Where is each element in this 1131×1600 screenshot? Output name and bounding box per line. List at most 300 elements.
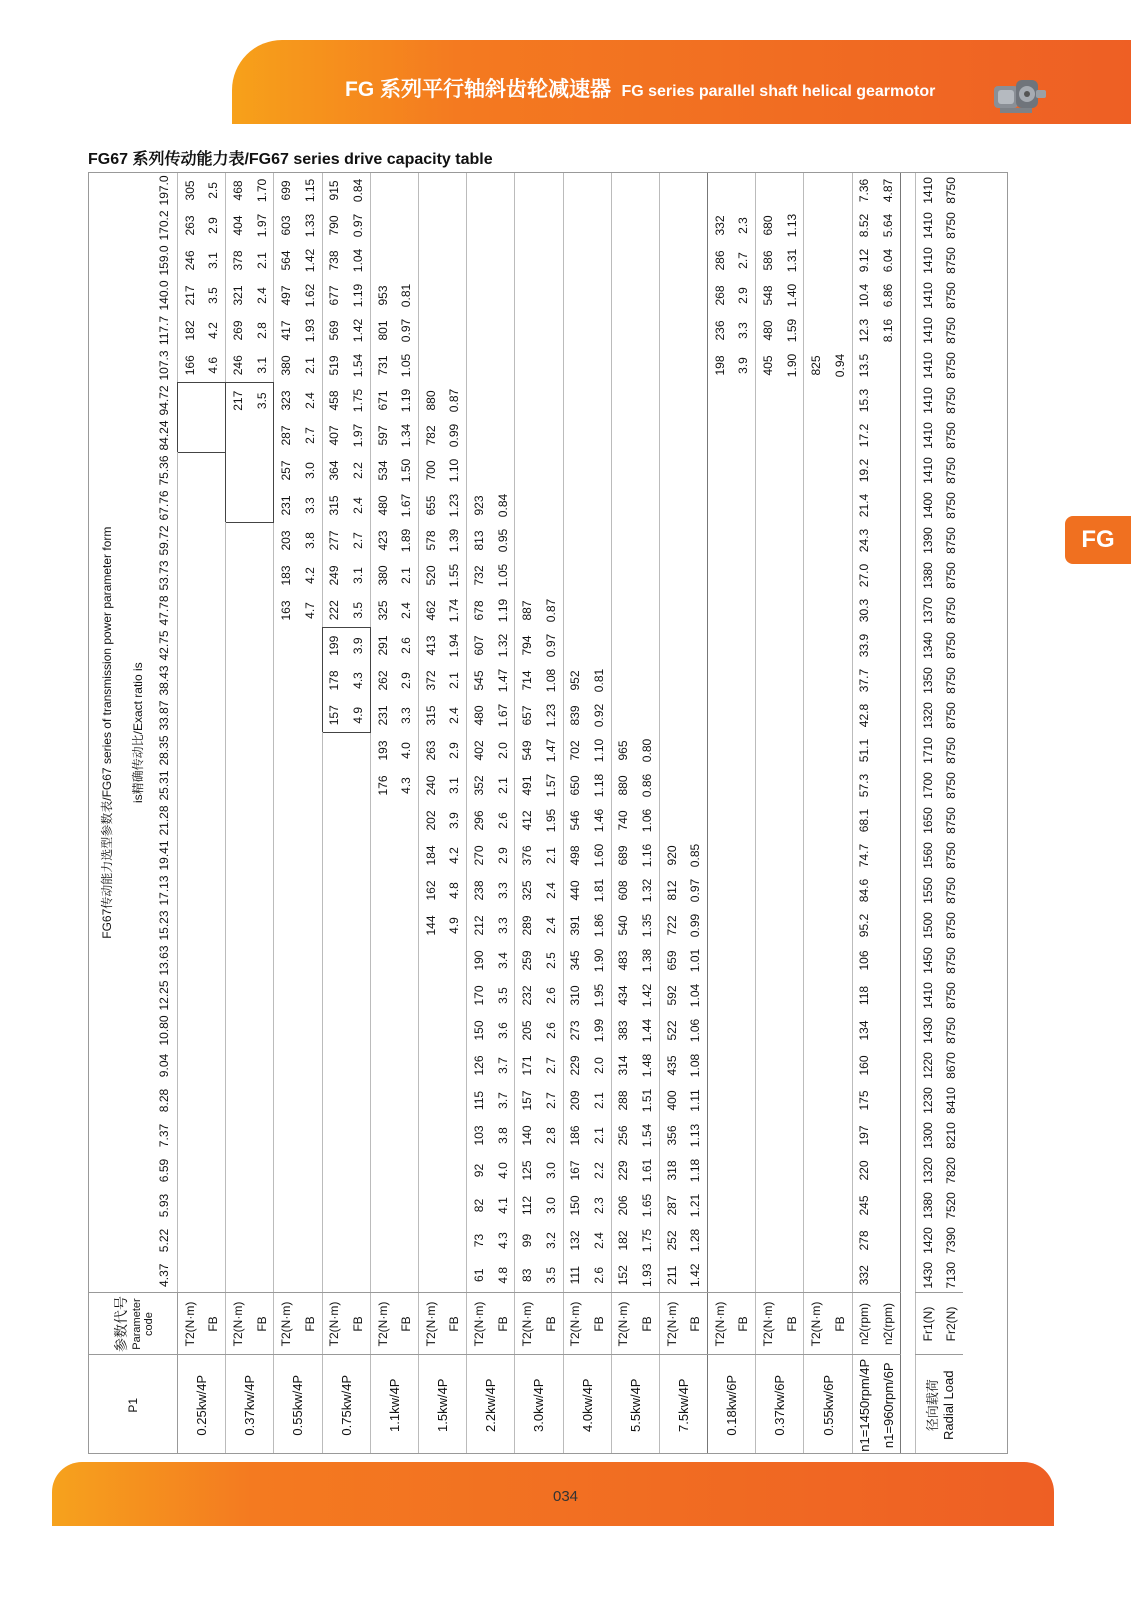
radial-value: 8750 [944, 282, 959, 309]
param-code-cn: 参数代号 [113, 1296, 129, 1352]
param-code-fb: FB [202, 1293, 226, 1355]
n2-value [876, 558, 900, 593]
fb-value: 2.2 [350, 462, 365, 479]
fb-value [683, 313, 707, 348]
fb-value [250, 1118, 274, 1153]
t2-value: 732 [467, 558, 491, 593]
t2-value [322, 943, 346, 978]
n2-value: 220 [852, 1153, 876, 1188]
t2-value [467, 313, 491, 348]
n2-value [876, 1153, 900, 1188]
t2-value: 782 [418, 418, 442, 453]
p1-cell: 0.75kw/4P [322, 1355, 370, 1454]
t2-value [226, 1258, 250, 1293]
p1-cell: 3.0kw/4P [515, 1355, 563, 1454]
fb-value: 1.10 [447, 458, 462, 483]
p1-cell: 0.37kw/4P [226, 1355, 274, 1454]
fb-value: 4.0 [399, 742, 414, 759]
t2-value: 325 [515, 873, 539, 908]
t2-value [611, 243, 635, 278]
fb-value: 4.3 [399, 777, 414, 794]
header-title-cn: FG 系列平行轴斜齿轮减速器 [345, 78, 611, 101]
t2-value [659, 523, 683, 558]
fb-value: 4.2 [447, 847, 462, 864]
fb-value [587, 523, 611, 558]
t2-value [804, 628, 828, 663]
n2-value [876, 1048, 900, 1083]
n2-value: 245 [852, 1188, 876, 1223]
fb-value: 2.0 [495, 742, 510, 759]
ratio-header: 159.0 [157, 245, 171, 276]
fb-value [780, 978, 804, 1013]
fb-value [780, 488, 804, 523]
fb-value [346, 1048, 370, 1083]
fb-value [491, 313, 515, 348]
t2-value: 915 [322, 173, 346, 208]
t2-value [804, 383, 828, 418]
fb-value: 1.62 [302, 283, 317, 308]
fb-value [443, 1188, 467, 1223]
t2-value: 203 [274, 523, 298, 558]
t2-value [611, 208, 635, 243]
t2-value: 162 [418, 873, 442, 908]
ratio-header: 21.28 [157, 805, 171, 836]
fb-value [780, 698, 804, 733]
fb-value: 2.7 [543, 1092, 558, 1109]
fb-value [828, 418, 852, 453]
fb-value [635, 453, 659, 488]
fb-value [780, 733, 804, 768]
t2-value: 268 [708, 278, 732, 313]
t2-value [708, 1118, 732, 1153]
fb-value: 1.93 [302, 318, 317, 343]
fb-value [394, 838, 418, 873]
fb-value [780, 943, 804, 978]
fb-value: 1.81 [591, 878, 606, 903]
t2-value [370, 1118, 394, 1153]
n2-value: 106 [852, 943, 876, 978]
fb-value [635, 523, 659, 558]
fb-value: 1.15 [302, 178, 317, 203]
fb-value: 1.54 [350, 353, 365, 378]
t2-value: 178 [322, 663, 346, 698]
t2-value [226, 663, 250, 698]
n2-value: 13.5 [852, 348, 876, 383]
t2-value [756, 943, 780, 978]
t2-value: 965 [611, 733, 635, 768]
t2-value: 263 [418, 733, 442, 768]
radial-value: 8410 [944, 1087, 959, 1114]
t2-value [226, 1013, 250, 1048]
t2-value [515, 173, 539, 208]
n2-value [876, 1118, 900, 1153]
t2-value [467, 243, 491, 278]
t2-value: 458 [322, 383, 346, 418]
fb-value: 3.5 [206, 287, 221, 304]
fb-value: 2.3 [591, 1197, 606, 1214]
t2-value [756, 1118, 780, 1153]
t2-value: 655 [418, 488, 442, 523]
fb-value [828, 1153, 852, 1188]
fb-value [683, 173, 707, 208]
t2-value [708, 1153, 732, 1188]
t2-value: 372 [418, 663, 442, 698]
param-code-t2: T2(N·m) [370, 1293, 394, 1355]
t2-value: 603 [274, 208, 298, 243]
t2-value [659, 453, 683, 488]
ratio-header: 53.73 [157, 560, 171, 591]
ratio-header: 42.75 [157, 630, 171, 661]
t2-value [467, 453, 491, 488]
t2-value: 545 [467, 663, 491, 698]
radial-value: 8750 [944, 422, 959, 449]
fb-value [250, 1258, 274, 1293]
n2-value [876, 1258, 900, 1293]
fb-value [250, 733, 274, 768]
side-tab: FG [1065, 516, 1131, 564]
speed-code: n2(rpm) [876, 1293, 900, 1355]
n2-value [876, 1223, 900, 1258]
t2-value [659, 208, 683, 243]
fb-value [828, 558, 852, 593]
param-code-header [89, 1293, 178, 1355]
fb-value: 1.21 [688, 1193, 703, 1218]
fb-value: 4.2 [206, 322, 221, 339]
t2-value [708, 558, 732, 593]
t2-value [178, 1188, 202, 1223]
fb-value [443, 1048, 467, 1083]
n2-value [876, 803, 900, 838]
fb-value [587, 628, 611, 663]
ratio-header: 107.3 [157, 350, 171, 381]
fb-value [780, 1258, 804, 1293]
fb-value [298, 1188, 322, 1223]
fb-value [298, 733, 322, 768]
t2-value [804, 803, 828, 838]
fb-value [346, 1083, 370, 1118]
fb-value: 0.97 [688, 878, 703, 903]
t2-value: 522 [659, 1013, 683, 1048]
t2-value: 240 [418, 768, 442, 803]
t2-value [370, 1048, 394, 1083]
t2-value: 206 [611, 1188, 635, 1223]
fb-value: 1.90 [591, 948, 606, 973]
ratio-header: 6.59 [157, 1158, 171, 1183]
radial-value: 1560 [915, 838, 939, 873]
radial-value: 1370 [915, 593, 939, 628]
t2-value: 190 [467, 943, 491, 978]
t2-value [226, 873, 250, 908]
fb-value [828, 593, 852, 628]
fb-value: 2.3 [736, 217, 751, 234]
fb-value [346, 1013, 370, 1048]
fb-value [298, 803, 322, 838]
fb-value: 0.85 [688, 843, 703, 868]
fb-value [443, 208, 467, 243]
t2-value [611, 418, 635, 453]
fb-value: 1.93 [640, 1263, 655, 1287]
p1-cell: 2.2kw/4P [467, 1355, 515, 1454]
t2-value [274, 978, 298, 1013]
t2-value: 111 [563, 1258, 587, 1293]
t2-value: 952 [563, 663, 587, 698]
fb-value [202, 1013, 226, 1048]
fb-value: 1.47 [495, 668, 510, 693]
fb-value [394, 208, 418, 243]
t2-value [226, 1188, 250, 1223]
t2-value [563, 418, 587, 453]
fb-value [732, 1083, 756, 1118]
t2-value [322, 1153, 346, 1188]
t2-value [804, 1153, 828, 1188]
t2-value [274, 768, 298, 803]
t2-value: 182 [611, 1223, 635, 1258]
t2-value: 608 [611, 873, 635, 908]
t2-value [611, 628, 635, 663]
fb-value: 1.28 [688, 1228, 703, 1253]
radial-value: 7820 [944, 1157, 959, 1184]
fb-value: 2.4 [591, 1232, 606, 1249]
fb-value [539, 523, 563, 558]
fb-value: 1.18 [591, 773, 606, 798]
fb-value [780, 453, 804, 488]
fb-value [298, 1083, 322, 1118]
radial-value: 8750 [944, 1017, 959, 1044]
radial-value: 1420 [915, 1223, 939, 1258]
t2-value [515, 313, 539, 348]
fb-value: 2.6 [399, 637, 414, 654]
radial-value: 1710 [915, 733, 939, 768]
fb-value [202, 1188, 226, 1223]
t2-value [659, 488, 683, 523]
fb-value: 2.5 [206, 182, 221, 199]
t2-value [322, 873, 346, 908]
t2-value: 126 [467, 1048, 491, 1083]
t2-value: 352 [467, 768, 491, 803]
fb-value [780, 1153, 804, 1188]
fb-value [828, 873, 852, 908]
fb-value: 3.8 [302, 532, 317, 549]
t2-value: 182 [178, 313, 202, 348]
t2-value [322, 803, 346, 838]
t2-value: 170 [467, 978, 491, 1013]
fb-value: 1.55 [447, 563, 462, 588]
speed-p1: n1=1450rpm/4P [852, 1355, 876, 1454]
t2-value [226, 488, 250, 523]
t2-value: 413 [418, 628, 442, 663]
ratio-header: 25.31 [157, 770, 171, 801]
fb-value [443, 1118, 467, 1153]
fb-value [828, 1188, 852, 1223]
t2-value [226, 733, 250, 768]
n2-value [876, 873, 900, 908]
radial-value: 8750 [944, 842, 959, 869]
fb-value: 1.18 [688, 1158, 703, 1183]
t2-value [274, 1223, 298, 1258]
fb-value [250, 873, 274, 908]
t2-value [274, 1083, 298, 1118]
t2-value: 183 [274, 558, 298, 593]
fb-value [202, 1223, 226, 1258]
t2-value: 880 [611, 768, 635, 803]
t2-value: 659 [659, 943, 683, 978]
fb-value [635, 628, 659, 663]
t2-value [226, 523, 250, 558]
fb-value [828, 943, 852, 978]
t2-value [804, 1013, 828, 1048]
t2-value: 699 [274, 173, 298, 208]
t2-value [370, 908, 394, 943]
fb-value: 0.97 [399, 318, 414, 343]
t2-value [274, 1048, 298, 1083]
t2-value [659, 418, 683, 453]
t2-value [418, 243, 442, 278]
fb-value [828, 1083, 852, 1118]
t2-value [226, 698, 250, 733]
t2-value [708, 698, 732, 733]
fb-value: 0.87 [543, 598, 558, 623]
fb-value: 1.32 [640, 878, 655, 903]
t2-value [370, 1223, 394, 1258]
n2-value [876, 1083, 900, 1118]
n2-value: 5.64 [881, 213, 896, 238]
fb-value [732, 1118, 756, 1153]
t2-value [708, 453, 732, 488]
fb-value [443, 1083, 467, 1118]
fb-value: 4.7 [302, 602, 317, 619]
t2-value [804, 838, 828, 873]
fb-value: 2.7 [302, 427, 317, 444]
t2-value [178, 628, 202, 663]
fb-value [346, 768, 370, 803]
t2-value [563, 173, 587, 208]
fb-value: 0.86 [640, 773, 655, 798]
fb-value [202, 1258, 226, 1293]
fb-value [683, 278, 707, 313]
radial-value: 8750 [944, 632, 959, 659]
t2-value: 199 [322, 628, 346, 663]
t2-value: 277 [322, 523, 346, 558]
t2-value [178, 873, 202, 908]
param-code-fb: FB [250, 1293, 274, 1355]
t2-value [708, 488, 732, 523]
t2-value: 689 [611, 838, 635, 873]
fb-value [539, 313, 563, 348]
n2-value [876, 908, 900, 943]
t2-value: 520 [418, 558, 442, 593]
t2-value [563, 593, 587, 628]
fb-value [828, 1013, 852, 1048]
t2-value: 801 [370, 313, 394, 348]
fb-value [539, 488, 563, 523]
t2-value [226, 978, 250, 1013]
fb-value [298, 1223, 322, 1258]
t2-value: 380 [370, 558, 394, 593]
n2-value [876, 663, 900, 698]
ratio-header: 197.0 [157, 175, 171, 206]
t2-value [611, 383, 635, 418]
t2-value: 83 [515, 1258, 539, 1293]
t2-value: 440 [563, 873, 587, 908]
fb-value [250, 698, 274, 733]
t2-value [274, 733, 298, 768]
t2-value: 731 [370, 348, 394, 383]
fb-value: 1.97 [254, 213, 269, 238]
fb-value [635, 313, 659, 348]
param-code-t2: T2(N·m) [708, 1293, 732, 1355]
fb-value [202, 873, 226, 908]
fb-value: 1.08 [688, 1053, 703, 1078]
p1-cell: 4.0kw/4P [563, 1355, 611, 1454]
radial-code: Fr1(N) [915, 1293, 939, 1355]
fb-value [346, 908, 370, 943]
fb-value [780, 873, 804, 908]
t2-value [178, 1223, 202, 1258]
fb-value: 1.57 [543, 773, 558, 798]
t2-value [804, 523, 828, 558]
fb-value: 1.42 [640, 983, 655, 1008]
fb-value: 2.4 [254, 287, 269, 304]
fb-value [780, 838, 804, 873]
ratio-header: 10.80 [157, 1015, 171, 1046]
t2-value [708, 768, 732, 803]
ratio-header: 38.43 [157, 665, 171, 696]
t2-value [708, 1258, 732, 1293]
page-heading: FG67 系列传动能力表/FG67 series drive capacity table [88, 151, 493, 168]
fb-value [732, 663, 756, 698]
p1-cell: 5.5kw/4P [611, 1355, 659, 1454]
fb-value [202, 978, 226, 1013]
fb-value: 2.4 [302, 392, 317, 409]
fb-value: 1.33 [302, 213, 317, 238]
t2-value [611, 523, 635, 558]
radial-value: 8750 [944, 667, 959, 694]
param-code-t2: T2(N·m) [756, 1293, 780, 1355]
t2-value [467, 173, 491, 208]
t2-value [370, 1188, 394, 1223]
fb-value: 2.7 [736, 252, 751, 269]
fb-value [635, 558, 659, 593]
n2-value: 278 [852, 1223, 876, 1258]
fb-value [683, 383, 707, 418]
fb-value [250, 593, 274, 628]
page-number: 034 [552, 1488, 579, 1505]
gearmotor-icon [990, 70, 1050, 120]
t2-value: 564 [274, 243, 298, 278]
t2-value [178, 1048, 202, 1083]
fb-value [394, 1048, 418, 1083]
fb-value [250, 838, 274, 873]
speed-code: n2(rpm) [852, 1293, 876, 1355]
fb-value [828, 278, 852, 313]
fb-value: 1.65 [640, 1193, 655, 1218]
t2-value [178, 768, 202, 803]
fb-value [539, 453, 563, 488]
fb-value [732, 523, 756, 558]
fb-value: 2.6 [543, 987, 558, 1004]
fb-value [635, 418, 659, 453]
t2-value [370, 1083, 394, 1118]
t2-value [274, 1258, 298, 1293]
fb-value: 2.8 [254, 322, 269, 339]
t2-value [322, 1083, 346, 1118]
radial-value: 8750 [944, 387, 959, 414]
fb-value: 1.54 [640, 1123, 655, 1148]
t2-value [708, 663, 732, 698]
ratio-header: 59.72 [157, 525, 171, 556]
t2-value [756, 733, 780, 768]
ratio-header: 67.76 [157, 490, 171, 521]
